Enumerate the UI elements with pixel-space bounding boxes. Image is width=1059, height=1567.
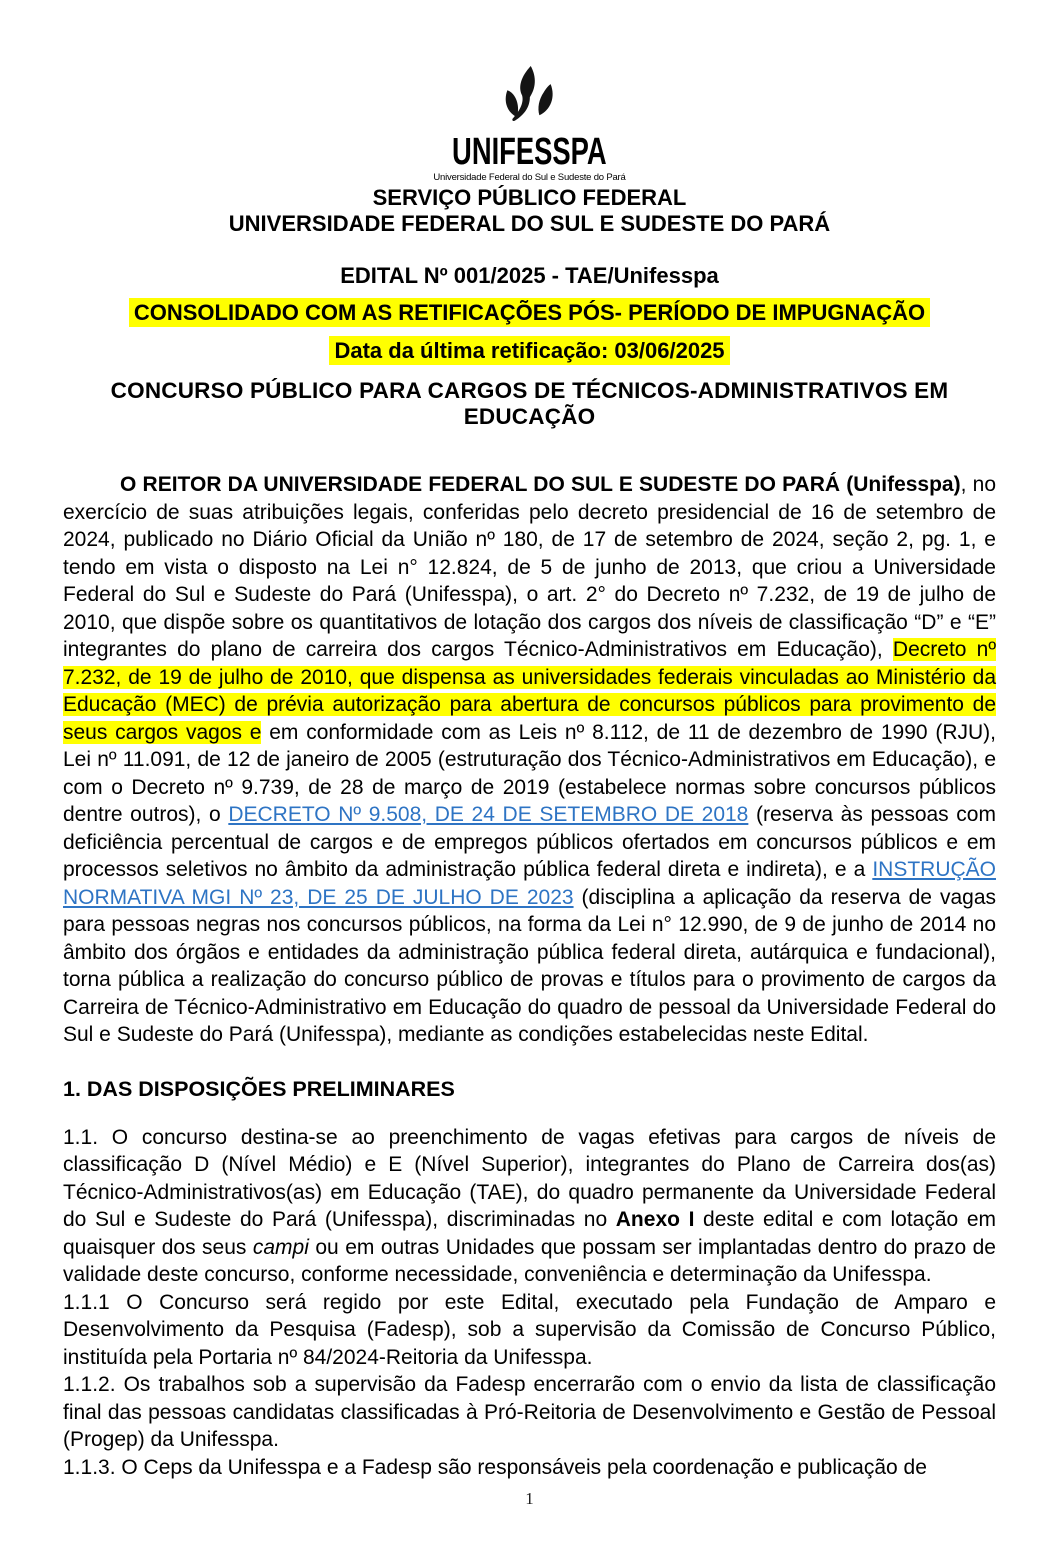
consolidation-notice: CONSOLIDADO COM AS RETIFICAÇÕES PÓS- PERÍODO DE IMPUGNAÇÃO (129, 298, 930, 327)
intro-text-3: (reserva às pessoas com deficiência percentual de cargos e de empregos públicos ofertados em concursos públicos e em processos seletivos no âmbito da administração pública federal direta e indireta), e a (63, 803, 996, 881)
intro-lead-bold: O REITOR DA UNIVERSIDADE FEDERAL DO SUL E SUDESTE DO PARÁ (Unifesspa) (120, 473, 961, 496)
intro-paragraph (63, 471, 996, 1049)
consolidation-notice-row (63, 298, 996, 327)
instrucao-normativa-mgi-23-link[interactable]: INSTRUÇÃO NORMATIVA MGI Nº 23, DE 25 DE JULHO DE 2023 (63, 858, 996, 909)
logo-wordmark: UNIFESSPA (452, 131, 607, 173)
document-subject: CONCURSO PÚBLICO PARA CARGOS DE TÉCNICOS-ADMINISTRATIVOS EM EDUCAÇÃO (110, 378, 949, 429)
rectification-date-row (63, 336, 996, 365)
intro-text-2: em conformidade com as Leis nº 8.112, de 11 de dezembro de 1990 (RJU), Lei nº 11.091, de 12 de janeiro de 2005 (estruturação dos Técnico-Administrativos em Educação), e com o Decreto nº 9.739, de 28 de março de 2019 (estabelece normas sobre concursos públicos dentre outros), o (63, 720, 996, 826)
unifesspa-flame-icon (422, 66, 637, 130)
section-1-heading: 1. DAS DISPOSIÇÕES PRELIMINARES (63, 1076, 455, 1101)
logo-tagline: Universidade Federal do Sul e Sudeste do Pará (433, 172, 626, 183)
clause-1-1-3: 1.1.3. O Ceps da Unifesspa e a Fadesp são responsáveis pela coordenação e publicação de (63, 1455, 927, 1479)
campi-italic: campi (252, 1235, 309, 1259)
intro-text-4: (disciplina a aplicação da reserva de vagas para pessoas negras nos concursos públicos, na forma da Lei n° 12.990, de 9 de junho de 2014 no âmbito dos órgãos e entidades da administração pública federal direta, autárquica e fundacional), torna pública a realização do concurso público de provas e títulos para o provimento de cargos da Carreira de Técnico-Administrativo em Educação do quadro de pessoal da Universidade Federal do Sul e Sudeste do Pará (Unifesspa), mediante as condições estabelecidas neste Edital. (63, 885, 997, 1046)
clause-1-1-2: 1.1.2. Os trabalhos sob a supervisão da Fadesp encerrarão com o envio da lista de classificação final das pessoas candidatas classificadas à Pró-Reitoria de Desenvolvimento e Gestão de Pessoal (Progep) da Unifesspa. (63, 1373, 996, 1451)
decreto-9508-link[interactable]: DECRETO Nº 9.508, DE 24 DE SETEMBRO DE 2018 (228, 803, 749, 826)
section-1-clauses (63, 1124, 996, 1482)
clause-1-1-text-1: 1.1. O concurso destina-se ao preenchimento de vagas efetivas para cargos de níveis de classificação D (Nível Médio) e E (Nível Superior), integrantes do Plano de Carreira dos(as) Técnico-Administrativos(as) em Educação (TAE), do quadro permanente da Universidade Federal do Sul e Sudeste do Pará (Unifesspa), discriminadas no (63, 1125, 996, 1231)
intro-text-1: , no exercício de suas atribuições legais, conferidas pelo decreto presidencial de 16 de setembro de 2024, publicado no Diário Oficial da União nº 180, de 17 de setembro de 2024, seção 2, pg. 1, e tendo em vista o disposto na Lei n° 12.824, de 5 de junho de 2013, que criou a Universidade Federal do Sul e Sudeste do Pará (Unifesspa), o art. 2° do Decreto nº 7.232, de 19 de julho de 2010, que dispõe sobre os quantitativos de lotação dos cargos dos níveis de classificação “D” e “E” integrantes do plano de carreira dos cargos Técnico-Administrativos em Educação), (63, 473, 996, 661)
clause-1-1-text-3: ou em outras Unidades que possam ser implantadas dentro do prazo de validade deste concurso, conforme necessidade, conveniência e determinação da Unifesspa. (63, 1235, 996, 1286)
document-footer (63, 1481, 996, 1567)
clause-1-1 (63, 1124, 996, 1289)
clause-1-1-1: 1.1.1 O Concurso será regido por este Edital, executado pela Fundação de Amparo e Desenvolvimento da Pesquisa (Fadesp), sob a supervisão da Comissão de Concurso Público, instituída pela Portaria nº 84/2024-Reitoria da Unifesspa. (63, 1290, 996, 1369)
clause-1-1-text-2: deste edital e com lotação em quaisquer dos seus (63, 1208, 997, 1259)
service-line: SERVIÇO PÚBLICO FEDERAL (372, 185, 687, 210)
rectification-date: Data da última retificação: 03/06/2025 (329, 336, 729, 365)
page-number: 1 (525, 1489, 534, 1508)
edital-title: EDITAL Nº 001/2025 - TAE/Unifesspa (340, 263, 719, 288)
university-line: UNIVERSIDADE FEDERAL DO SUL E SUDESTE DO PARÁ (228, 211, 831, 236)
unifesspa-logo (422, 66, 637, 183)
intro-highlighted-decree: Decreto nº 7.232, de 19 de julho de 2010, que dispensa as universidades federais vinculadas ao Ministério da Educação (MEC) de prévia autorização para abertura de concursos públicos para provimento de seus cargos vagos e (63, 638, 996, 744)
anexo-i-reference: Anexo I (615, 1208, 695, 1231)
document-header (63, 66, 996, 430)
document-body (63, 430, 996, 1481)
